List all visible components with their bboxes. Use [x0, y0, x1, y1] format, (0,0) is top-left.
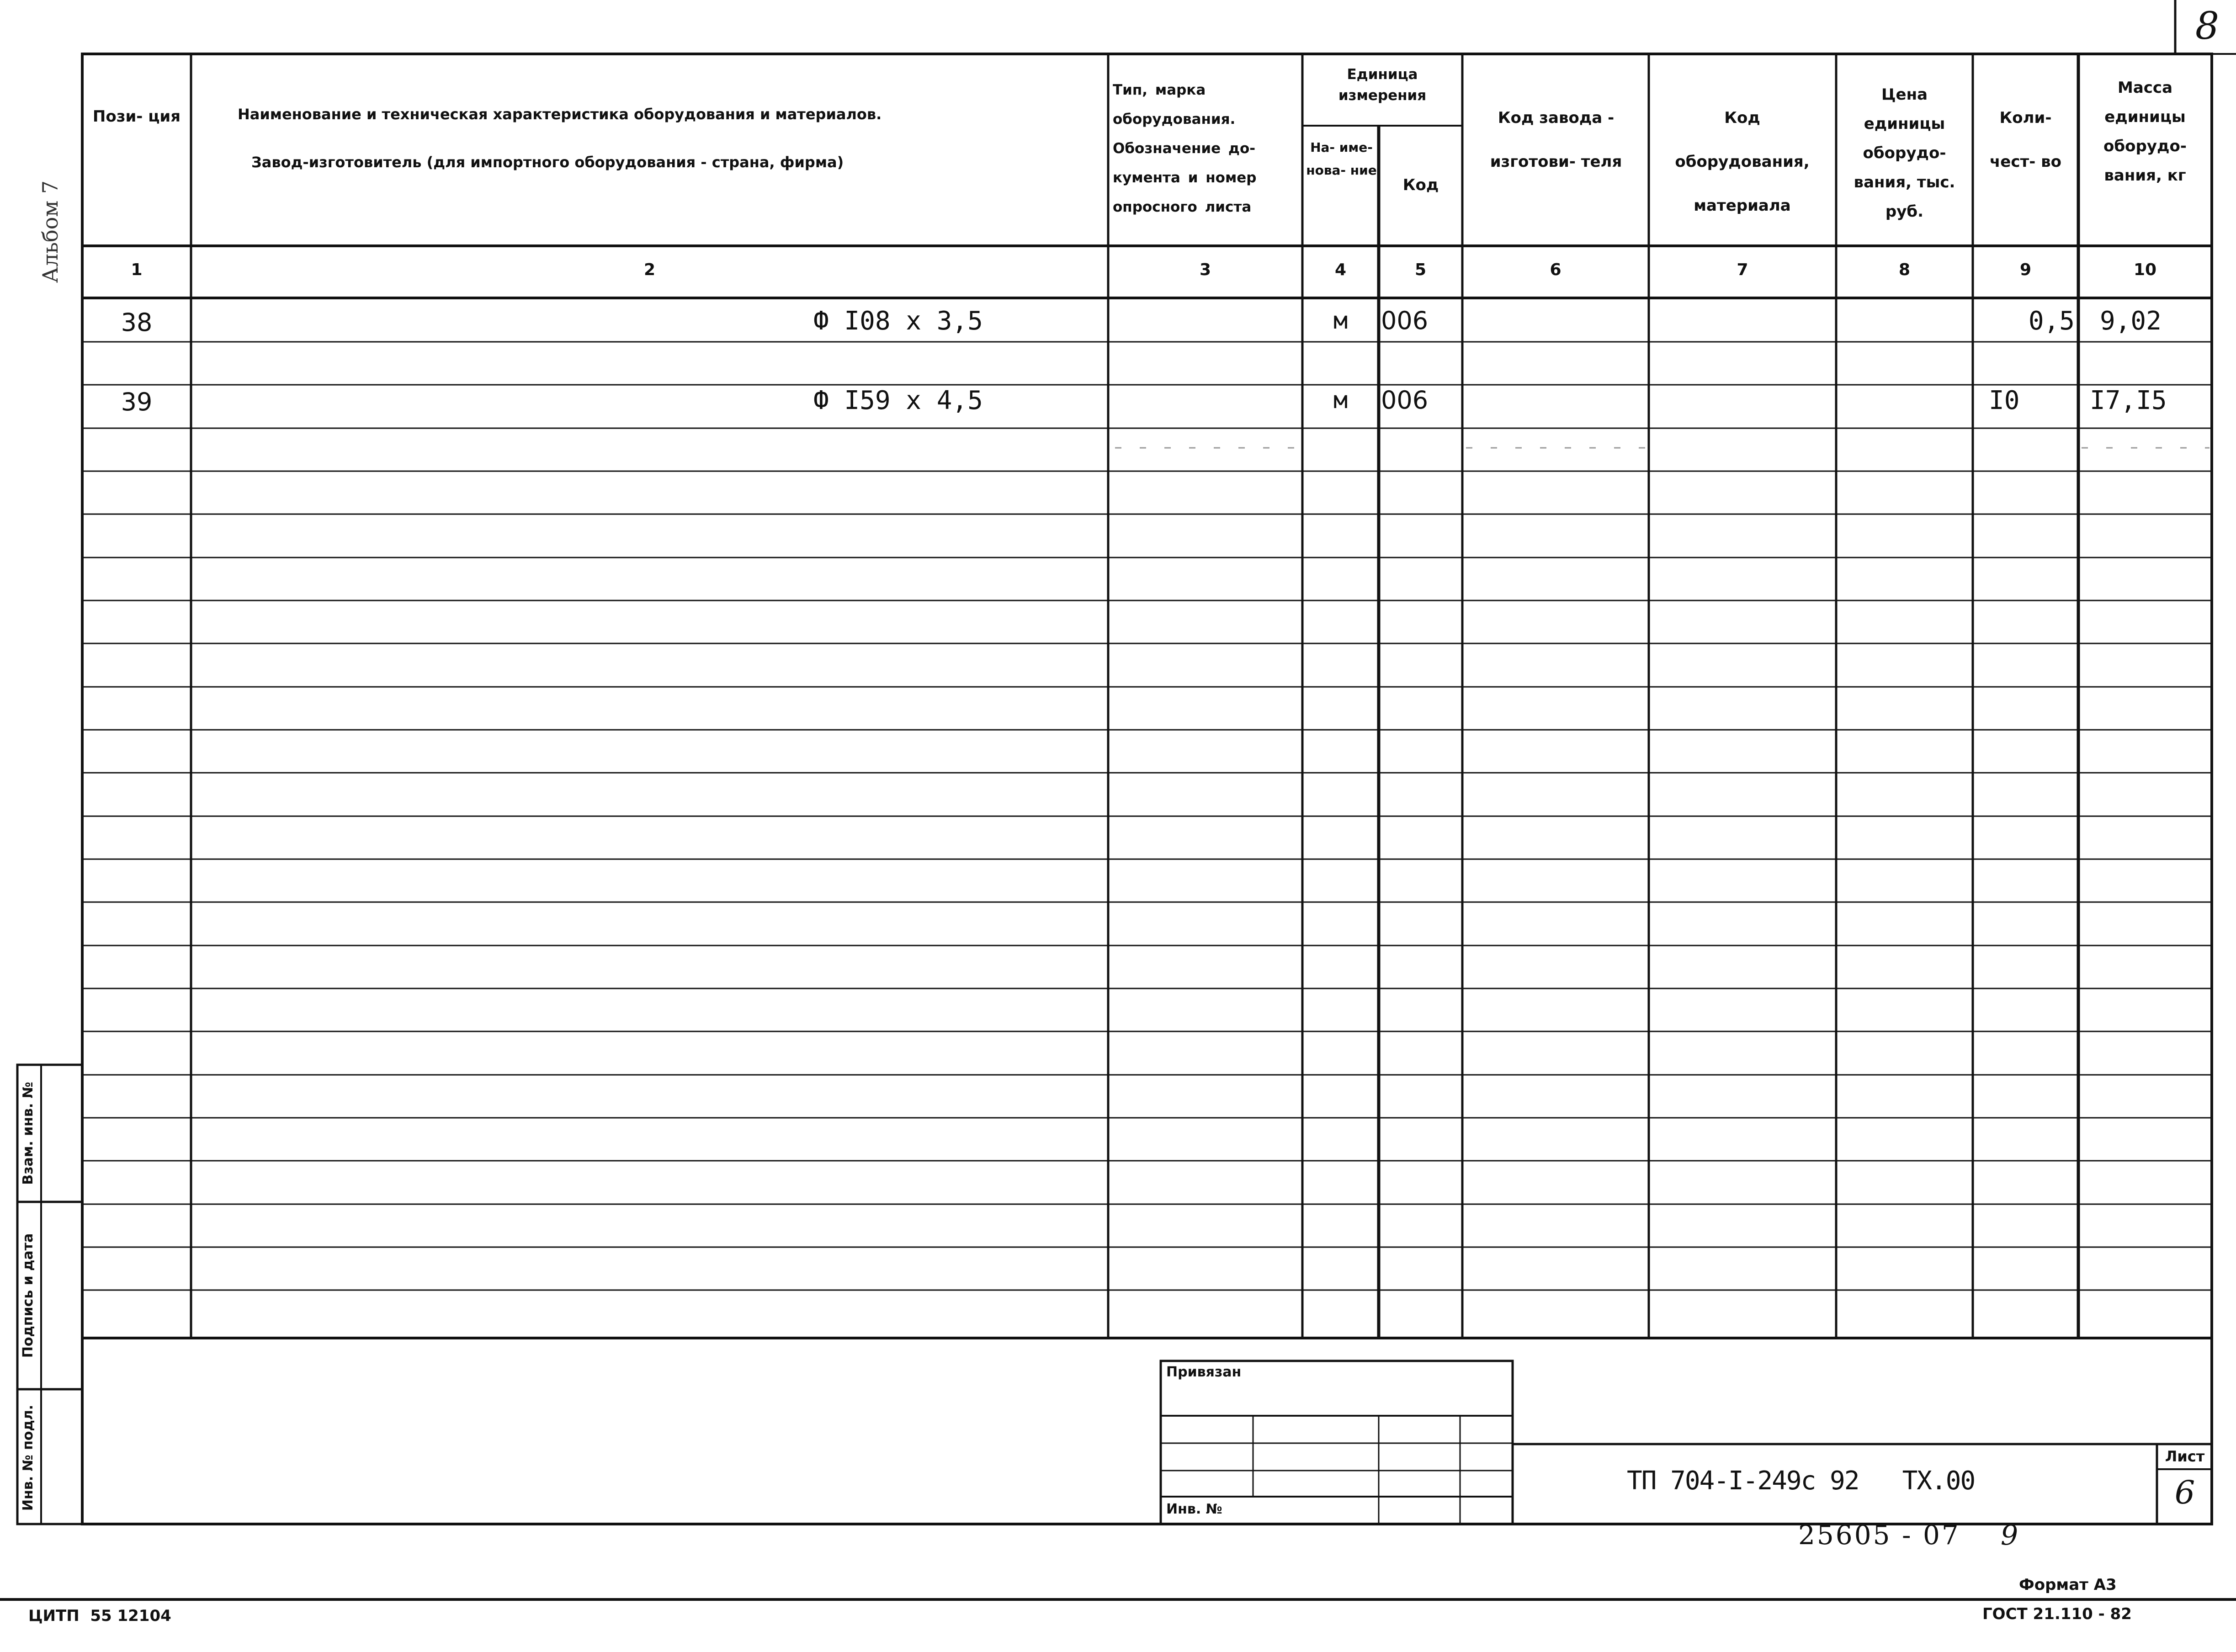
header-name-line2: Завод-изготовитель (для импортного оборудования - страна, фирма): [251, 154, 844, 171]
row-unit-name: м: [1333, 387, 1348, 414]
row-quantity: I0: [1989, 386, 2020, 415]
gost-label: ГОСТ 21.110 - 82: [1982, 1605, 2132, 1623]
row-name: Ф I08 х 3,5: [813, 306, 983, 336]
row-name: Ф I59 х 4,5: [813, 386, 983, 415]
row-unit-name: м: [1333, 307, 1348, 335]
row-position: 38: [121, 308, 153, 337]
table-row: [82, 377, 2212, 421]
header-unit-name: На- име- нова- ние: [1306, 140, 1377, 178]
header-equipment-code: Код оборудования, материала: [1675, 109, 1810, 215]
publisher-label: ЦИТП 55 12104: [28, 1607, 171, 1625]
side-stamp-replacement: Взам. инв. №: [20, 1082, 36, 1185]
column-number: 9: [2019, 260, 2032, 279]
column-number: 1: [131, 260, 143, 279]
row-unit-code: 006: [1381, 386, 1429, 414]
side-stamp-signature-date: Подпись и дата: [20, 1233, 36, 1358]
column-number: 5: [1414, 260, 1427, 279]
column-number: 8: [1898, 260, 1911, 279]
header-unit-mass: Масса единицы оборудо- вания, кг: [2103, 79, 2187, 185]
column-number: 10: [2133, 260, 2157, 279]
handwritten-number: 25605 - 07: [1798, 1519, 1960, 1551]
sheet-label: Лист: [2165, 1448, 2205, 1465]
column-number: 6: [1550, 260, 1561, 279]
binding-inv-label: Инв. №: [1166, 1501, 1222, 1517]
header-position: Пози- ция: [92, 107, 181, 126]
row-position: 39: [121, 388, 153, 416]
row-unit-mass: 9,02: [2100, 306, 2162, 336]
header-quantity: Коли- чест- во: [1989, 109, 2062, 171]
column-number: 4: [1334, 260, 1347, 279]
header-factory-code: Код завода - изготови- теля: [1490, 109, 1622, 171]
header-unit-price: Цена единицы оборудо- вания, тыс. руб.: [1854, 85, 1955, 221]
side-stamp-original-inv: Инв. № подл.: [20, 1404, 36, 1511]
row-quantity: 0,5: [2028, 306, 2075, 336]
column-number: 2: [643, 260, 656, 279]
row-unit-code: 006: [1381, 306, 1429, 335]
header-unit-group: Единица измерения: [1338, 66, 1427, 104]
binding-attached-label: Привязан: [1166, 1364, 1242, 1380]
sheet-number: 6: [2174, 1474, 2195, 1511]
header-type: Тип, марка оборудования. Обозначение до- кумента и номер опросного листа: [1113, 82, 1257, 215]
handwritten-suffix: 9: [2001, 1519, 2018, 1551]
column-number: 3: [1199, 260, 1211, 279]
format-label: Формат А3: [2019, 1576, 2117, 1594]
table-row: [82, 298, 2212, 342]
header-name-line1: Наименование и техническая характеристика оборудования и материалов.: [238, 106, 882, 123]
album-label: Альбом 7: [38, 180, 63, 283]
column-number: 7: [1737, 260, 1748, 279]
document-designation: ТП 704-I-249с 92 ТХ.00: [1627, 1466, 1975, 1496]
sheet-corner-number: 8: [2195, 5, 2220, 48]
header-unit-code: Код: [1402, 176, 1439, 194]
row-unit-mass: I7,I5: [2090, 386, 2167, 415]
